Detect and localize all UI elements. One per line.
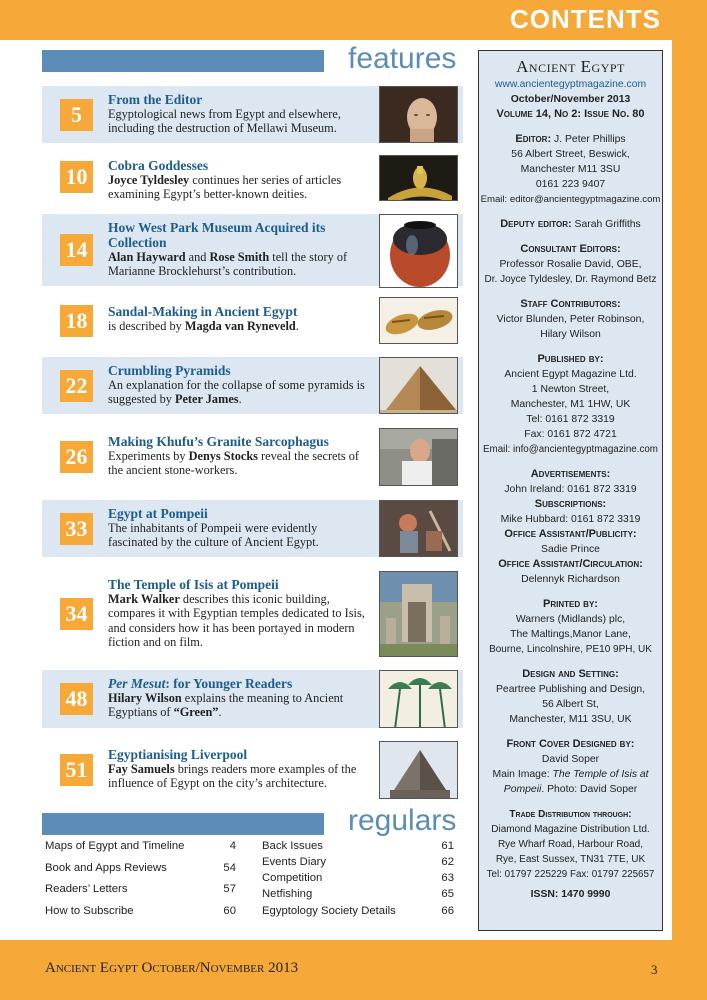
cover-main-title-2: Pompeii	[503, 784, 542, 795]
subs-label: Subscriptions:	[534, 498, 607, 510]
printed-line-2: The Maltings,Manor Lane,	[510, 629, 631, 640]
article-page-number: 14	[60, 234, 93, 266]
article-title[interactable]: The Temple of Isis at Pompeii	[108, 577, 279, 592]
printed-label: Printed by:	[543, 598, 598, 610]
article-page-number: 18	[60, 305, 93, 337]
feature-article[interactable]	[42, 298, 463, 344]
article-title[interactable]: Per Mesut: for Younger Readers	[108, 676, 293, 691]
regular-item-label[interactable]: Readers’ Letters	[45, 883, 128, 895]
trade-label: Trade Distribution through:	[509, 809, 632, 820]
article-text	[108, 158, 366, 202]
publisher-line-1: Ancient Egypt Magazine Ltd.	[504, 369, 637, 380]
article-text	[108, 434, 366, 478]
feature-article[interactable]	[42, 428, 463, 486]
regular-item-label[interactable]: Events Diary	[262, 856, 327, 868]
trade-tel-fax: Tel: 01797 225229 Fax: 01797 225657	[486, 869, 655, 880]
article-thumbnail	[379, 297, 458, 344]
feature-article[interactable]	[42, 670, 463, 728]
staff-line-2: Hilary Wilson	[540, 329, 601, 340]
article-title[interactable]: From the Editor	[108, 92, 203, 107]
article-thumbnail	[379, 741, 458, 799]
editor-label: Editor:	[515, 133, 552, 145]
article-description: Alan Hayward and Rose Smith tell the story of Marianne Brocklehurst’s contribution.	[108, 250, 348, 279]
article-title[interactable]: Crumbling Pyramids	[108, 363, 231, 378]
article-description: Joyce Tyldesley continues her series of articles examining Egypt’s better-known deities.	[108, 173, 342, 202]
trade-line-1: Diamond Magazine Distribution Ltd.	[491, 824, 650, 835]
consultant-line-1: Professor Rosalie David, OBE,	[499, 259, 642, 270]
feature-article[interactable]	[42, 357, 463, 414]
regular-item-label[interactable]: Book and Apps Reviews	[45, 862, 167, 874]
published-label: Published by:	[537, 353, 604, 365]
regular-item-page: 62	[441, 856, 454, 868]
article-text	[108, 92, 366, 136]
regular-item-page: 60	[223, 905, 236, 917]
feature-article[interactable]	[42, 152, 463, 202]
features-bar	[42, 50, 324, 72]
regular-item-page: 61	[441, 840, 454, 852]
masthead-sidebar	[478, 50, 663, 931]
editor-email[interactable]: Email: editor@ancientegyptmagazine.com	[480, 194, 661, 205]
masthead-url[interactable]: www.ancientegyptmagazine.com	[494, 79, 647, 90]
article-page-number: 22	[60, 370, 93, 402]
article-description: An explanation for the collapse of some pyramids is suggested by Peter James.	[108, 378, 365, 407]
article-page-number: 48	[60, 683, 93, 715]
trade-line-2: Rye Wharf Road, Harbour Road,	[497, 839, 644, 850]
publisher-email[interactable]: Email: info@ancientegyptmagazine.com	[483, 444, 658, 455]
feature-article[interactable]	[42, 741, 463, 799]
regular-item-page: 65	[441, 888, 454, 900]
article-thumbnail	[379, 155, 458, 201]
article-page-number: 10	[60, 161, 93, 193]
article-description: Egyptological news from Egypt and elsewhere, including the destruction of Mellawi Museum.	[108, 107, 341, 136]
office-circulation-value: Delennyk Richardson	[521, 574, 620, 585]
article-description: The inhabitants of Pompeii were evidently fascinated by the culture of Ancient Egypt.	[108, 521, 319, 550]
subs-value: Mike Hubbard: 0161 872 3319	[500, 514, 641, 525]
regular-item-label[interactable]: Maps of Egypt and Timeline	[45, 840, 185, 852]
article-thumbnail	[379, 357, 458, 414]
article-page-number: 34	[60, 598, 93, 630]
issn: ISSN: 1470 9990	[530, 889, 611, 900]
article-thumbnail	[379, 214, 458, 288]
cover-main-suffix: . Photo: David Soper	[541, 784, 638, 795]
masthead-magazine-name: Ancient Egypt	[516, 57, 625, 76]
printed-line-1: Warners (Midlands) plc,	[515, 614, 626, 625]
regular-item-label[interactable]: Netfishing	[262, 888, 313, 900]
staff-line-1: Victor Blunden, Peter Robinson,	[496, 314, 645, 325]
design-line-3: Manchester, M11 3SU, UK	[509, 714, 632, 725]
editor-phone: 0161 223 9407	[535, 179, 606, 190]
office-circulation-label: Office Assistant/Circulation:	[498, 558, 643, 570]
ads-label: Advertisements:	[530, 468, 611, 480]
article-thumbnail	[379, 571, 458, 657]
article-page-number: 5	[60, 99, 93, 131]
article-title[interactable]: Cobra Goddesses	[108, 158, 209, 173]
page-title: CONTENTS	[510, 4, 661, 34]
footer-issue-line: Ancient Egypt October/November 2013	[45, 960, 299, 976]
regular-item-label[interactable]: How to Subscribe	[45, 905, 134, 917]
masthead-issue-date: October/November 2013	[510, 94, 631, 105]
article-description: Fay Samuels brings readers more examples of the influence of Egypt on the city’s architecture.	[108, 762, 357, 791]
office-publicity-value: Sadie Prince	[541, 544, 600, 555]
regular-item-label[interactable]: Back Issues	[262, 840, 323, 852]
regular-item-page: 4	[229, 840, 236, 852]
design-line-1: Peartree Publishing and Design,	[495, 684, 646, 695]
article-title[interactable]: How West Park Museum Acquired its Collection	[108, 220, 326, 250]
article-description: is described by Magda van Ryneveld.	[108, 319, 299, 333]
publisher-line-2: 1 Newton Street,	[531, 384, 610, 395]
article-text	[108, 304, 366, 333]
article-description: Hilary Wilson explains the meaning to Ancient Egyptians of “Green”.	[108, 691, 344, 720]
regular-item-page: 57	[223, 883, 236, 895]
article-title[interactable]: Sandal-Making in Ancient Egypt	[108, 304, 298, 319]
article-page-number: 26	[60, 441, 93, 473]
trade-line-3: Rye, East Sussex, TN31 7TE, UK	[495, 854, 646, 865]
design-label: Design and Setting:	[522, 668, 619, 680]
article-text	[108, 220, 366, 279]
consultant-label: Consultant Editors:	[520, 243, 621, 255]
article-text	[108, 676, 366, 720]
ads-value: John Ireland: 0161 872 3319	[504, 484, 637, 495]
article-page-number: 33	[60, 513, 93, 545]
deputy-label: Deputy editor:	[500, 218, 572, 230]
regulars-bar	[42, 813, 324, 835]
publisher-tel: Tel: 0161 872 3319	[526, 414, 615, 425]
article-text	[108, 506, 366, 550]
feature-article[interactable]	[42, 500, 463, 557]
masthead-volume: Volume 14, No 2: Issue No. 80	[496, 108, 645, 120]
article-text	[108, 363, 366, 407]
feature-article[interactable]	[42, 571, 463, 657]
regular-item-page: 66	[441, 905, 454, 917]
article-text	[108, 577, 366, 649]
cover-main-prefix: Main Image:	[492, 769, 553, 780]
cover-main-title-1: The Temple of Isis at	[552, 769, 649, 780]
design-line-2: 56 Albert St,	[542, 699, 599, 710]
staff-label: Staff Contributors:	[520, 298, 621, 310]
article-thumbnail	[379, 500, 458, 557]
article-thumbnail	[379, 428, 458, 486]
features-heading: features	[348, 42, 457, 75]
article-title[interactable]: Making Khufu’s Granite Sarcophagus	[108, 434, 329, 449]
publisher-line-3: Manchester, M1 1HW, UK	[510, 399, 631, 410]
regular-item-label[interactable]: Competition	[262, 872, 323, 884]
publisher-fax: Fax: 0161 872 4721	[524, 429, 617, 440]
article-thumbnail	[379, 670, 458, 728]
regulars-heading: regulars	[348, 804, 457, 837]
regular-item-label[interactable]: Egyptology Society Details	[262, 905, 396, 917]
article-thumbnail	[379, 86, 458, 143]
article-page-number: 51	[60, 754, 93, 786]
feature-article[interactable]	[42, 214, 463, 286]
article-title[interactable]: Egypt at Pompeii	[108, 506, 208, 521]
footer-page-number: 3	[651, 962, 658, 977]
article-description: Experiments by Denys Stocks reveal the secrets of the ancient stone-workers.	[108, 449, 360, 478]
editor-address-2: Manchester M11 3SU	[520, 164, 621, 175]
cover-designer: David Soper	[541, 754, 600, 765]
editor-address-1: 56 Albert Street, Beswick,	[511, 149, 630, 160]
office-publicity-label: Office Assistant/Publicity:	[504, 528, 637, 540]
printed-line-3: Bourne, Lincolnshire, PE10 9PH, UK	[489, 644, 652, 655]
article-title[interactable]: Egyptianising Liverpool	[108, 747, 248, 762]
article-description: Mark Walker describes this iconic building, compares it with Egyptian temples dedicated to Isis, and considers how it has been portayed in modern fiction and on film.	[108, 592, 365, 649]
feature-article[interactable]	[42, 86, 463, 143]
cover-label: Front Cover Designed by:	[506, 738, 635, 750]
article-text	[108, 747, 366, 791]
regular-item-page: 63	[441, 872, 454, 884]
regular-item-page: 54	[223, 862, 236, 874]
consultant-line-2: Dr. Joyce Tyldesley, Dr. Raymond Betz	[484, 274, 657, 285]
editor-name: J. Peter Phillips	[554, 134, 626, 145]
deputy-name: Sarah Griffiths	[574, 219, 641, 230]
